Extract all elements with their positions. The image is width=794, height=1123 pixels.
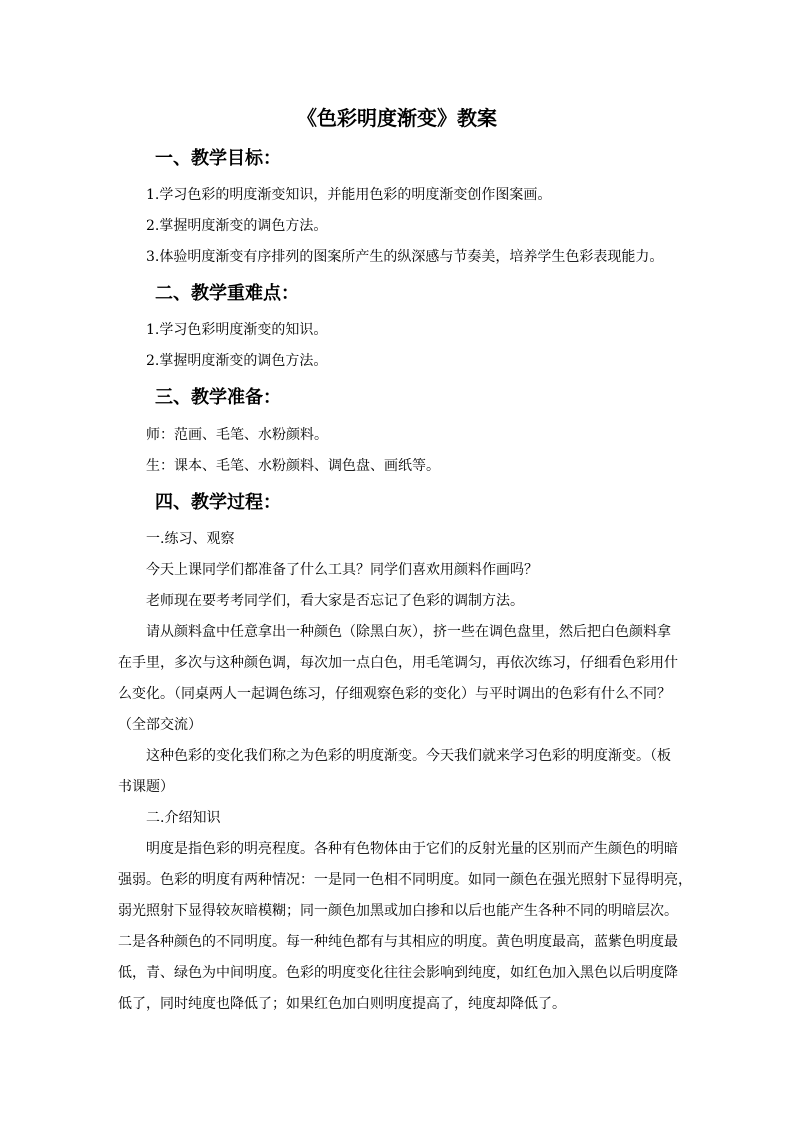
process-line: 低了，同时纯度也降低了；如果红色加白则明度提高了，纯度却降低了。 — [118, 996, 566, 1012]
process-line: （全部交流） — [118, 717, 202, 733]
preparation-line-student: 生：课本、毛笔、水粉颜料、调色盘、画纸等。 — [146, 458, 440, 474]
process-line: 书课题） — [118, 779, 174, 795]
process-line: 二是各种颜色的不同明度。每一种纯色都有与其相应的明度。黄色明度最高，蓝紫色明度最 — [118, 934, 678, 950]
key-point-line-1: 1.学习色彩明度渐变的知识。 — [146, 322, 328, 338]
objective-line-1: 1.学习色彩的明度渐变知识，并能用色彩的明度渐变创作图案画。 — [146, 187, 552, 203]
objective-line-3: 3.体验明度渐变有序排列的图案所产生的纵深感与节奏美，培养学生色彩表现能力。 — [146, 249, 664, 265]
document-title: 《色彩明度渐变》教案 — [297, 106, 497, 130]
process-line: 老师现在要考考同学们，看大家是否忘记了色彩的调制方法。 — [146, 593, 524, 609]
objective-line-2: 2.掌握明度渐变的调色方法。 — [146, 218, 328, 234]
process-line: 这种色彩的变化我们称之为色彩的明度渐变。今天我们就来学习色彩的明度渐变。（板 — [146, 748, 671, 764]
section-heading-objectives: 一、教学目标： — [155, 148, 281, 169]
process-line: 明度是指色彩的明亮程度。各种有色物体由于它们的反射光量的区别而产生颜色的明暗 — [146, 841, 678, 857]
process-line: 强弱。色彩的明度有两种情况：一是同一色相不同明度。如同一颜色在强光照射下显得明亮， — [118, 872, 692, 888]
key-point-line-2: 2.掌握明度渐变的调色方法。 — [146, 353, 328, 369]
process-line: 请从颜料盒中任意拿出一种颜色（除黑白灰），挤一些在调色盘里，然后把白色颜料拿 — [146, 624, 671, 640]
section-heading-preparation: 三、教学准备： — [155, 387, 281, 408]
process-line: 低，青、绿色为中间明度。色彩的明度变化往往会影响到纯度，如红色加入黑色以后明度降 — [118, 965, 678, 981]
process-line: 么变化。（同桌两人一起调色练习，仔细观察色彩的变化）与平时调出的色彩有什么不同？ — [118, 686, 671, 702]
section-heading-key-points: 二、教学重难点： — [155, 283, 299, 304]
section-heading-process: 四、教学过程： — [155, 492, 281, 513]
process-subheading-1: 一.练习、观察 — [146, 531, 235, 547]
process-line: 今天上课同学们都准备了什么工具？同学们喜欢用颜料作画吗？ — [146, 562, 538, 578]
process-line: 在手里，多次与这种颜色调，每次加一点白色，用毛笔调匀，再依次练习，仔细看色彩用什 — [118, 655, 678, 671]
process-line: 弱光照射下显得较灰暗模糊；同一颜色加黑或加白掺和以后也能产生各种不同的明暗层次。 — [118, 903, 678, 919]
process-subheading-2: 二.介绍知识 — [146, 810, 221, 826]
preparation-line-teacher: 师：范画、毛笔、水粉颜料。 — [146, 427, 328, 443]
